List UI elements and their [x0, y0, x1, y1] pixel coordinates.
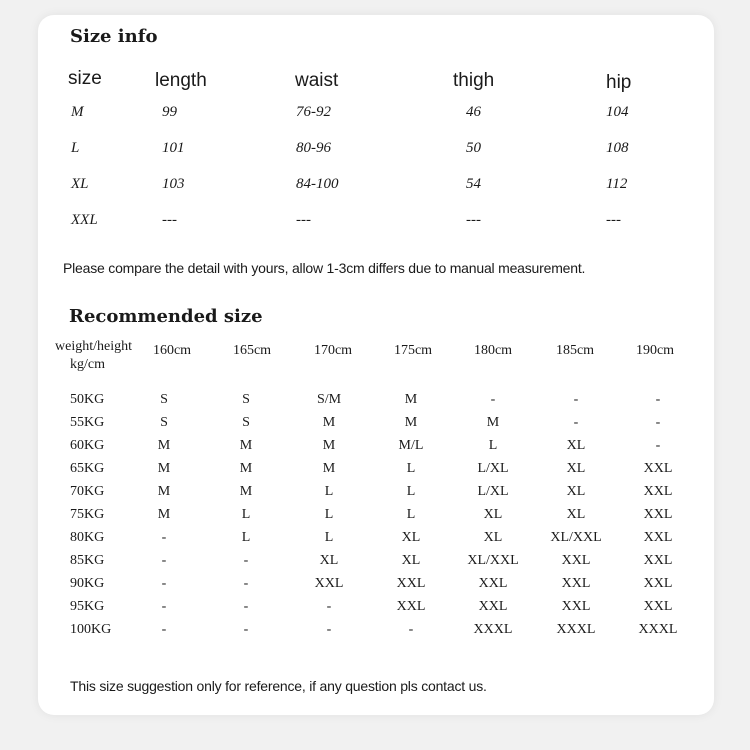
recommended-size-title: Recommended size: [69, 306, 263, 327]
recommended-size-cell: S: [160, 415, 168, 430]
recommended-size-cell: -: [243, 553, 249, 568]
recommended-size-cell: XXL: [478, 599, 508, 614]
recommended-size-cell: XXL: [643, 530, 673, 545]
recommended-size-cell: -: [243, 599, 249, 614]
recommended-size-cell: M: [322, 461, 336, 476]
recommended-size-cell: M: [239, 438, 253, 453]
recommended-size-cell: M: [239, 461, 253, 476]
recommended-size-cell: XL: [483, 507, 503, 522]
recommended-size-cell: -: [573, 392, 579, 407]
size-info-cell: ---: [296, 212, 311, 228]
recommended-size-cell: XXL: [561, 576, 591, 591]
recommended-size-cell: XXL: [643, 553, 673, 568]
weight-label: 75KG: [70, 507, 105, 522]
recommended-size-cell: -: [326, 622, 332, 637]
recommended-size-cell: -: [161, 553, 167, 568]
recommended-size-cell: M: [486, 415, 500, 430]
recommended-size-cell: M: [157, 438, 171, 453]
height-header: 175cm: [393, 343, 433, 358]
height-header: 170cm: [313, 343, 353, 358]
recommended-size-cell: L: [488, 438, 498, 453]
recommended-size-cell: M: [404, 392, 418, 407]
size-info-header-waist: waist: [295, 70, 339, 91]
size-info-cell: ---: [606, 212, 621, 228]
recommended-size-cell: XL: [483, 530, 503, 545]
recommended-size-cell: M: [157, 507, 171, 522]
recommended-size-cell: L: [324, 507, 334, 522]
size-info-cell: 46: [466, 104, 481, 120]
weight-label: 85KG: [70, 553, 105, 568]
size-info-cell: XXL: [71, 212, 98, 228]
recommended-size-cell: XXL: [643, 576, 673, 591]
recommended-size-cell: -: [161, 622, 167, 637]
weight-label: 95KG: [70, 599, 105, 614]
recommended-size-cell: XL: [401, 553, 421, 568]
size-info-cell: ---: [162, 212, 177, 228]
weight-label: 90KG: [70, 576, 105, 591]
recommended-size-cell: M: [404, 415, 418, 430]
recommended-size-cell: M: [322, 438, 336, 453]
recommended-size-cell: XL: [566, 484, 586, 499]
size-info-header-hip: hip: [606, 72, 632, 93]
recommended-size-cell: M: [239, 484, 253, 499]
recommended-size-cell: XL: [401, 530, 421, 545]
recommended-size-cell: -: [408, 622, 414, 637]
size-info-header-length: length: [155, 70, 207, 91]
recommended-note: This size suggestion only for reference, if any question pls contact us.: [70, 678, 487, 694]
recommended-size-cell: L: [324, 530, 334, 545]
weight-label: 80KG: [70, 530, 105, 545]
recommended-size-cell: L: [241, 530, 251, 545]
recommended-size-cell: L: [324, 484, 334, 499]
recommended-size-cell: -: [161, 576, 167, 591]
recommended-size-cell: -: [161, 530, 167, 545]
size-info-header-size: size: [68, 68, 102, 89]
recommended-size-cell: XXL: [643, 484, 673, 499]
recommended-size-cell: M: [322, 415, 336, 430]
size-info-cell: XL: [71, 176, 89, 192]
weight-label: 70KG: [70, 484, 105, 499]
recommended-size-cell: XXXL: [638, 622, 678, 637]
weight-label: 100KG: [70, 622, 112, 637]
size-info-cell: L: [71, 140, 80, 156]
recommended-size-cell: -: [573, 415, 579, 430]
size-info-cell: 103: [162, 176, 185, 192]
recommended-size-cell: M/L: [398, 438, 424, 453]
recommended-size-cell: XL: [566, 438, 586, 453]
recommended-size-cell: XXL: [643, 599, 673, 614]
weight-label: 55KG: [70, 415, 105, 430]
recommended-size-cell: -: [655, 438, 661, 453]
recommended-size-cell: -: [655, 415, 661, 430]
height-header: 185cm: [555, 343, 595, 358]
size-info-title: Size info: [70, 26, 158, 47]
recommended-size-cell: S: [160, 392, 168, 407]
height-header: 165cm: [232, 343, 272, 358]
size-info-cell: 101: [162, 140, 185, 156]
recommended-size-cell: XL: [566, 507, 586, 522]
weight-label: 60KG: [70, 438, 105, 453]
recommended-size-cell: -: [243, 576, 249, 591]
recommended-size-cell: XL: [319, 553, 339, 568]
recommended-size-cell: L: [406, 461, 416, 476]
size-chart-card: [38, 15, 714, 715]
size-info-cell: 76-92: [296, 104, 331, 120]
recommended-size-cell: XL: [566, 461, 586, 476]
weight-label: 65KG: [70, 461, 105, 476]
recommended-size-cell: XXXL: [556, 622, 596, 637]
size-info-cell: 54: [466, 176, 481, 192]
size-info-cell: 99: [162, 104, 177, 120]
weight-height-label: weight/height: [55, 339, 132, 354]
size-info-header-thigh: thigh: [453, 70, 495, 91]
recommended-size-cell: -: [326, 599, 332, 614]
recommended-size-cell: XL/XXL: [550, 530, 602, 545]
size-info-cell: M: [71, 104, 84, 120]
size-info-cell: ---: [466, 212, 481, 228]
recommended-size-cell: XXL: [561, 553, 591, 568]
recommended-size-cell: L: [241, 507, 251, 522]
size-info-cell: 80-96: [296, 140, 331, 156]
recommended-size-cell: XXL: [478, 576, 508, 591]
recommended-size-cell: M: [157, 461, 171, 476]
size-info-note: Please compare the detail with yours, allow 1-3cm differs due to manual measurement.: [63, 260, 586, 276]
weight-label: 50KG: [70, 392, 105, 407]
recommended-size-cell: S: [242, 392, 250, 407]
recommended-size-cell: XXL: [643, 461, 673, 476]
recommended-size-cell: -: [161, 599, 167, 614]
recommended-size-cell: XXL: [314, 576, 344, 591]
recommended-size-cell: S/M: [316, 392, 342, 407]
recommended-size-cell: L: [406, 484, 416, 499]
recommended-size-cell: XXL: [396, 599, 426, 614]
recommended-size-cell: XXL: [643, 507, 673, 522]
recommended-size-cell: S: [242, 415, 250, 430]
recommended-size-cell: XXL: [396, 576, 426, 591]
recommended-size-cell: L: [406, 507, 416, 522]
size-info-cell: 104: [606, 104, 629, 120]
height-header: 160cm: [152, 343, 192, 358]
recommended-size-cell: L/XL: [477, 484, 509, 499]
size-info-cell: 112: [606, 176, 628, 192]
recommended-size-cell: -: [243, 622, 249, 637]
size-info-cell: 84-100: [296, 176, 339, 192]
recommended-size-cell: -: [655, 392, 661, 407]
recommended-size-cell: -: [490, 392, 496, 407]
kg-cm-label: kg/cm: [70, 357, 105, 372]
size-info-cell: 50: [466, 140, 481, 156]
recommended-size-cell: M: [157, 484, 171, 499]
height-header: 190cm: [635, 343, 675, 358]
recommended-size-cell: XXL: [561, 599, 591, 614]
height-header: 180cm: [473, 343, 513, 358]
recommended-size-cell: XL/XXL: [467, 553, 519, 568]
recommended-size-cell: XXXL: [473, 622, 513, 637]
size-info-cell: 108: [606, 140, 629, 156]
recommended-size-cell: L/XL: [477, 461, 509, 476]
